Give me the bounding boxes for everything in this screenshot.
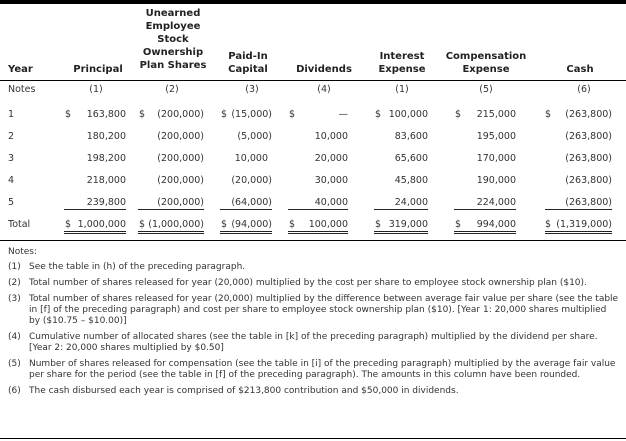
cell-principal: 198,200 xyxy=(86,153,126,164)
currency-symbol: $ xyxy=(65,109,72,120)
footnote-number: (6) xyxy=(8,386,21,396)
cell-paid-in: (5,000) xyxy=(237,131,272,142)
footnote xyxy=(8,386,620,397)
cell-cash: (263,800) xyxy=(565,153,612,164)
header-dividends: Dividends xyxy=(296,64,352,75)
cell-year: 2 xyxy=(8,131,15,142)
cell-year: 3 xyxy=(8,153,15,164)
footnote xyxy=(8,262,620,273)
cell-unearned: (200,000) xyxy=(157,197,204,208)
cell-paid-in: (15,000) xyxy=(231,109,272,120)
header-divider xyxy=(0,80,626,81)
cell-paid-in: 10,000 xyxy=(234,153,268,164)
header-compensation-expense xyxy=(444,50,528,76)
cell-compensation: 215,000 xyxy=(476,109,516,120)
cell-year: 5 xyxy=(8,197,15,208)
currency-symbol: $ xyxy=(545,219,552,230)
header-line: Employee xyxy=(145,21,201,32)
cell-dividends: — xyxy=(338,109,348,120)
cell-dividends: 20,000 xyxy=(314,153,348,164)
header-line: Stock xyxy=(157,34,189,45)
footnote-text: Cumulative number of allocated shares (see the table in [k] of the preceding paragraph) multiplied by the dividend per share. [Year 2: 20,000 shares multiplied by $0.50] xyxy=(29,332,598,353)
cell-principal: 180,200 xyxy=(86,131,126,142)
header-year: Year xyxy=(8,64,33,75)
cell-cash: (263,800) xyxy=(565,175,612,186)
currency-symbol: $ xyxy=(221,109,228,120)
footnote xyxy=(8,332,620,354)
total-double-underline xyxy=(545,231,612,234)
footnote-number: (5) xyxy=(8,359,21,369)
cell-interest: 83,600 xyxy=(394,131,428,142)
footnotes-title: Notes: xyxy=(8,247,38,257)
notes-row-label: Notes xyxy=(8,84,36,95)
footnotes xyxy=(8,247,620,402)
footnote xyxy=(8,278,620,289)
cell-total-compensation: 994,000 xyxy=(476,219,516,230)
header-line: Interest xyxy=(379,51,425,62)
subtotal-underline xyxy=(138,209,204,210)
cell-interest: 100,000 xyxy=(388,109,428,120)
header-line: Compensation xyxy=(445,51,527,62)
cell-total-interest: 319,000 xyxy=(388,219,428,230)
cell-total-unearned: (1,000,000) xyxy=(148,219,204,230)
footnote-number: (2) xyxy=(8,278,21,288)
footnote xyxy=(8,359,620,381)
total-double-underline xyxy=(288,231,348,234)
footnote-number: (3) xyxy=(8,294,21,304)
subtotal-underline xyxy=(454,209,516,210)
currency-symbol: $ xyxy=(375,219,382,230)
currency-symbol: $ xyxy=(221,219,228,230)
footnote-text: The cash disbursed each year is comprised of $213,800 contribution and $50,000 in dividends. xyxy=(29,386,459,396)
notes-ref-unearned: (2) xyxy=(165,84,179,95)
currency-symbol: $ xyxy=(289,219,296,230)
cell-total-label: Total xyxy=(8,219,31,230)
cell-principal: 218,000 xyxy=(86,175,126,186)
currency-symbol: $ xyxy=(545,109,552,120)
cell-cash: (263,800) xyxy=(565,197,612,208)
cell-year: 1 xyxy=(8,109,15,120)
cell-dividends: 30,000 xyxy=(314,175,348,186)
header-line: Expense xyxy=(462,64,510,75)
top-rule xyxy=(0,0,626,4)
cell-principal: 163,800 xyxy=(86,109,126,120)
cell-total-paid-in: (94,000) xyxy=(231,219,272,230)
header-line: Capital xyxy=(228,64,268,75)
header-cash: Cash xyxy=(566,64,594,75)
footnote-text: Total number of shares released for year (20,000) multiplied by the difference between average fair value per share (see the table in [f] of the preceding paragraph) and cost per share to employee stock ownership plan ($10). [Year 1: 20,000 shares multiplied by ($10.75 – $10.00)] xyxy=(29,294,619,326)
footnote-number: (1) xyxy=(8,262,21,272)
total-double-underline xyxy=(138,231,204,234)
table-bottom-rule xyxy=(0,240,626,241)
bottom-rule xyxy=(0,438,626,439)
notes-ref-cash: (6) xyxy=(577,84,591,95)
currency-symbol: $ xyxy=(65,219,72,230)
cell-compensation: 190,000 xyxy=(476,175,516,186)
notes-ref-paid-in: (3) xyxy=(245,84,259,95)
total-double-underline xyxy=(454,231,516,234)
notes-ref-compensation: (5) xyxy=(479,84,493,95)
header-line: Paid-In xyxy=(228,51,268,62)
currency-symbol: $ xyxy=(455,109,462,120)
subtotal-underline xyxy=(374,209,428,210)
footnote-text: See the table in (h) of the preceding paragraph. xyxy=(29,262,246,272)
currency-symbol: $ xyxy=(375,109,382,120)
cell-compensation: 224,000 xyxy=(476,197,516,208)
subtotal-underline xyxy=(220,209,272,210)
footnote-text: Number of shares released for compensation (see the table in [i] of the preceding paragraph) multiplied by the average fair value per share for the period (see the table in [f] of the preceding paragraph). The amounts in this column have been rounded. xyxy=(29,359,616,380)
total-double-underline xyxy=(374,231,428,234)
cell-total-dividends: 100,000 xyxy=(308,219,348,230)
cell-cash: (263,800) xyxy=(565,109,612,120)
subtotal-underline xyxy=(288,209,348,210)
cell-paid-in: (64,000) xyxy=(231,197,272,208)
cell-dividends: 40,000 xyxy=(314,197,348,208)
cell-interest: 45,800 xyxy=(394,175,428,186)
footnote-text: Total number of shares released for year (20,000) multiplied by the cost per share to employee stock ownership plan ($10). xyxy=(29,278,587,288)
total-double-underline xyxy=(220,231,272,234)
currency-symbol: $ xyxy=(139,109,146,120)
total-double-underline xyxy=(64,231,126,234)
cell-unearned: (200,000) xyxy=(157,131,204,142)
cell-total-principal: 1,000,000 xyxy=(77,219,126,230)
cell-cash: (263,800) xyxy=(565,131,612,142)
cell-principal: 239,800 xyxy=(86,197,126,208)
cell-unearned: (200,000) xyxy=(157,109,204,120)
subtotal-underline xyxy=(64,209,126,210)
header-line: Plan Shares xyxy=(139,60,207,71)
header-paid-in-capital xyxy=(220,50,276,76)
cell-paid-in: (20,000) xyxy=(231,175,272,186)
notes-ref-interest: (1) xyxy=(395,84,409,95)
header-unearned-esop xyxy=(136,7,210,72)
header-principal: Principal xyxy=(73,64,123,75)
cell-compensation: 170,000 xyxy=(476,153,516,164)
header-interest-expense xyxy=(372,50,432,76)
cell-interest: 24,000 xyxy=(394,197,428,208)
currency-symbol: $ xyxy=(289,109,296,120)
cell-unearned: (200,000) xyxy=(157,153,204,164)
cell-compensation: 195,000 xyxy=(476,131,516,142)
subtotal-underline xyxy=(545,209,612,210)
header-line: Unearned xyxy=(145,8,201,19)
header-line: Expense xyxy=(378,64,426,75)
header-line: Ownership xyxy=(142,47,204,58)
footnote xyxy=(8,294,620,327)
cell-dividends: 10,000 xyxy=(314,131,348,142)
currency-symbol: $ xyxy=(455,219,462,230)
cell-year: 4 xyxy=(8,175,15,186)
notes-ref-dividends: (4) xyxy=(317,84,331,95)
footnote-number: (4) xyxy=(8,332,21,342)
notes-ref-principal: (1) xyxy=(89,84,103,95)
cell-interest: 65,600 xyxy=(394,153,428,164)
currency-symbol: $ xyxy=(139,219,146,230)
cell-total-cash: (1,319,000) xyxy=(556,219,612,230)
cell-unearned: (200,000) xyxy=(157,175,204,186)
